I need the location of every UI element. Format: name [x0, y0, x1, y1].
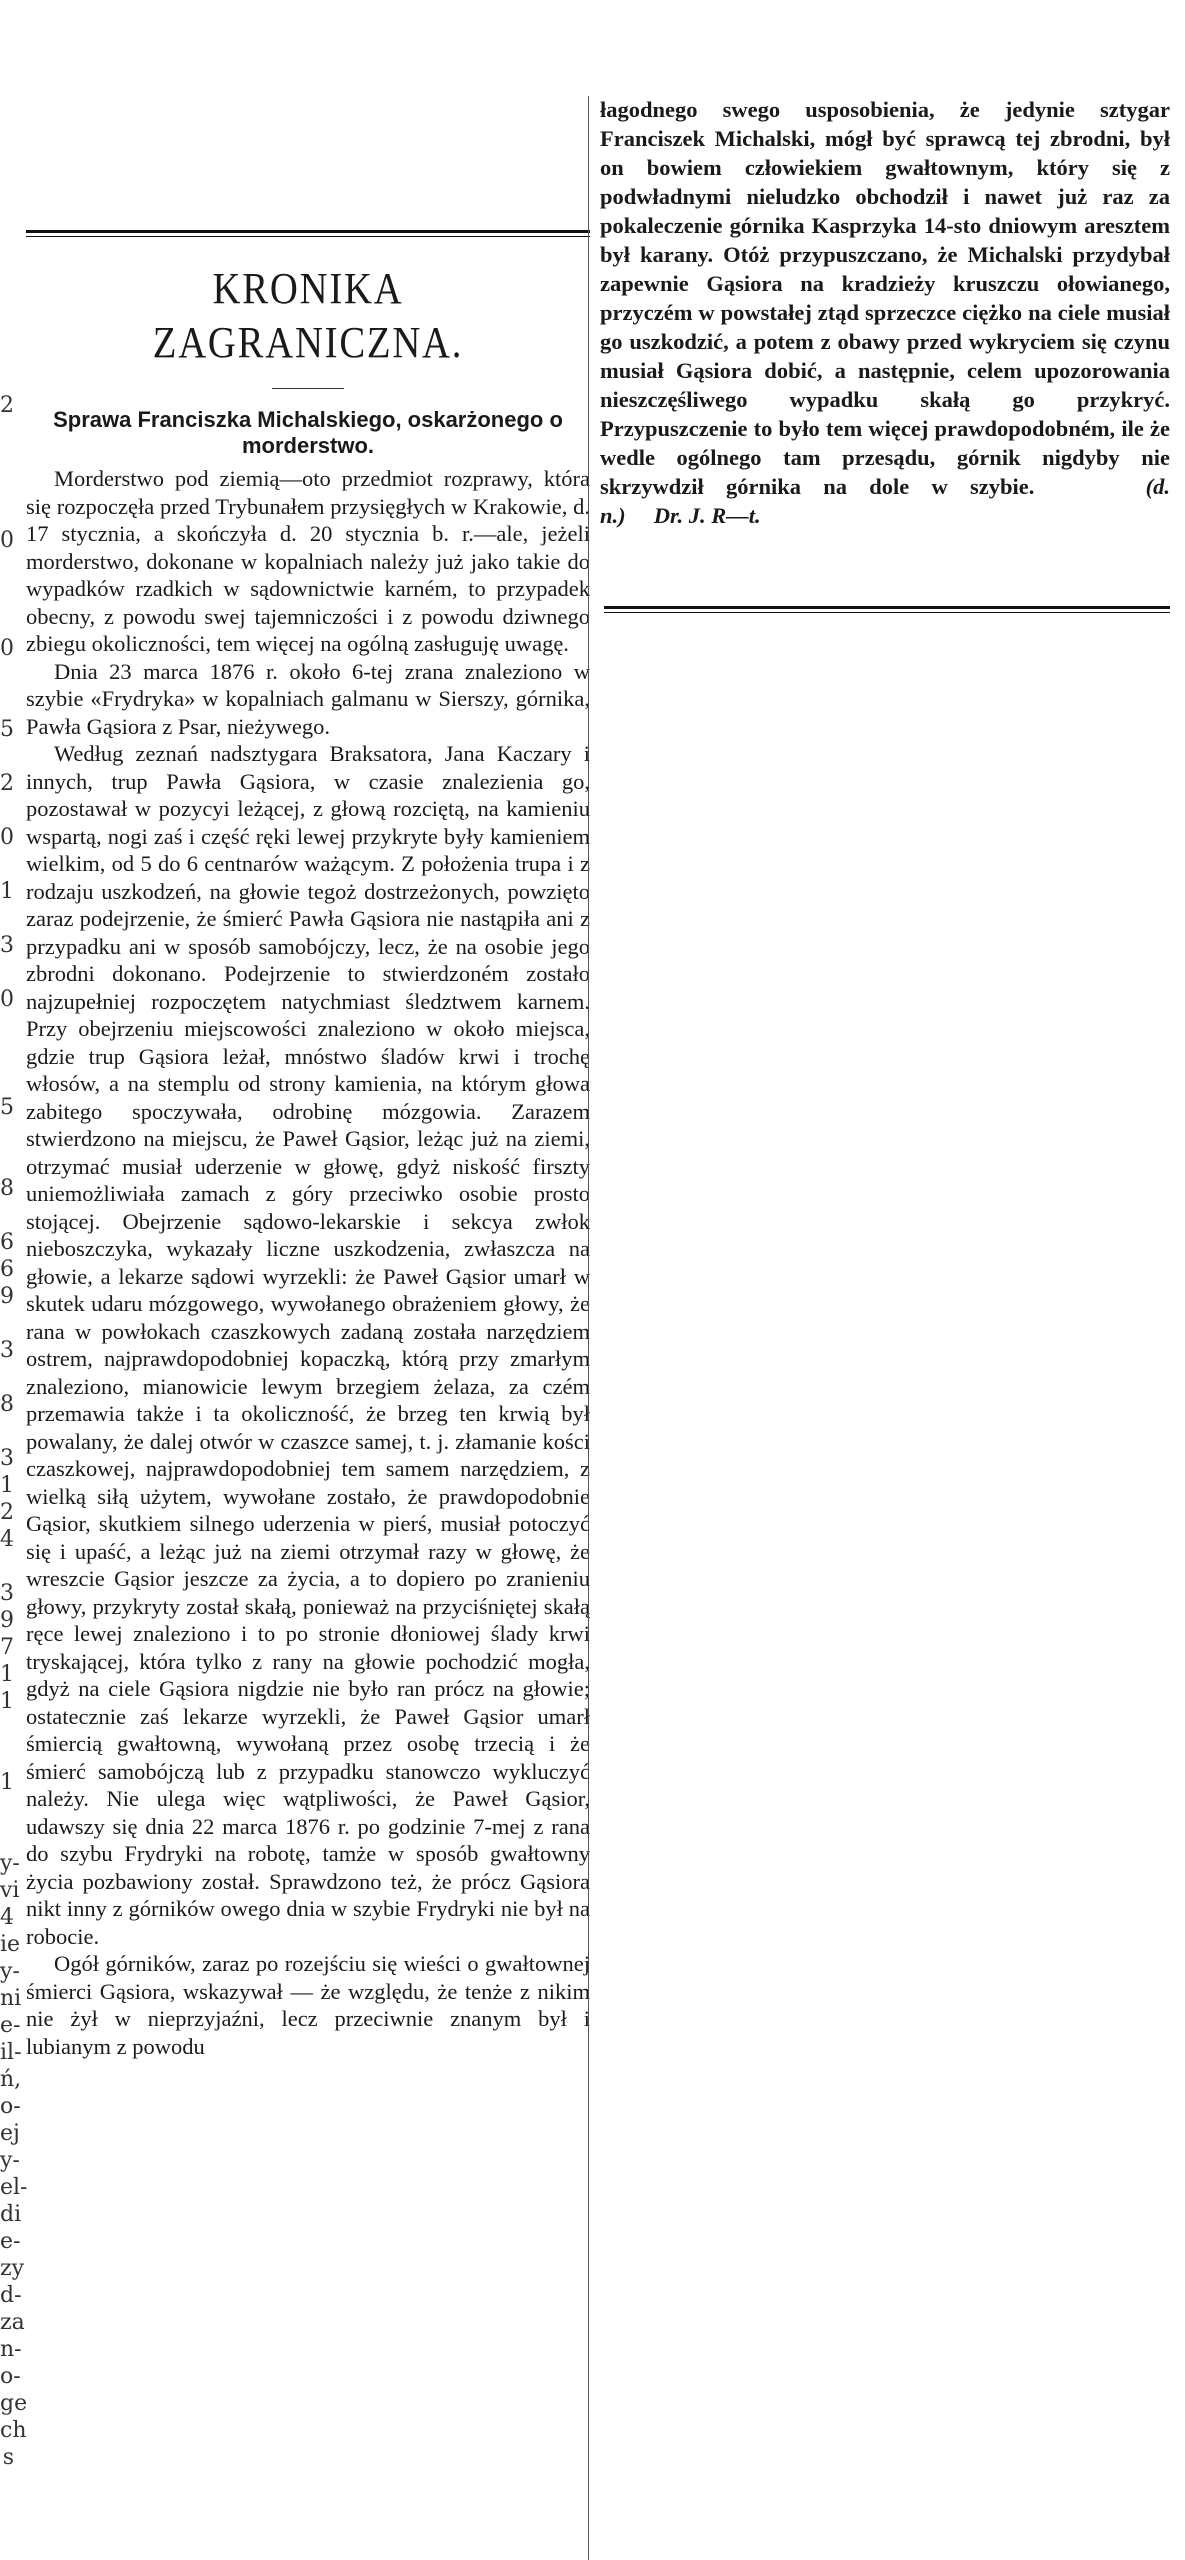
continuation-text: łagodnego swego usposobienia, że jedynie sztygar Franciszek Michalski, mógł być sprawcą tej zbrodni, był on bowiem człowiekiem gwałtownym, który się z podwładnymi nieludzko obchodził i nawet już raz za pokaleczenie górnika Kasprzyka 14-sto dniowym aresztem był karany. Otóż przypuszczano, że Michalski przydybał zapewnie Gąsiora na kradzieży kruszczu ołowianego, przyczém w powstałej ztąd sprzeczce ciężko na ciele musiał go uszkodzić, a potem z obawy przed wykryciem się czynu musiał Gąsiora dobić, a następnie, celem upozorowania nieszczęśliwego wypadku skałą go przykryć. Przypuszczenie to było tem więcej prawdopodobném, ile że wedle ogólnego tam przesądu, górnik nigdyby nie skrzywdził górnika na dole w szybie. — [600, 97, 1170, 499]
margin-fragment: 3 — [0, 1338, 14, 1363]
margin-fragment — [0, 1823, 14, 1850]
margin-fragment — [0, 419, 14, 446]
column-divider — [588, 96, 589, 2560]
margin-fragment: el- — [0, 2175, 28, 2200]
margin-fragment — [0, 1796, 14, 1823]
margin-fragment: n- — [0, 2337, 22, 2362]
margin-fragment: 2 — [0, 393, 14, 418]
margin-fragment — [0, 1202, 14, 1229]
margin-fragment — [0, 1067, 14, 1094]
margin-fragment — [0, 1310, 14, 1337]
margin-fragments — [0, 230, 28, 2560]
margin-fragment — [0, 851, 14, 878]
margin-fragment: 9 — [0, 1284, 14, 1309]
margin-fragment: y- — [0, 1851, 20, 1876]
margin-fragment: e- — [0, 2229, 21, 2254]
end-rule-thin — [604, 612, 1170, 613]
margin-fragment: 4 — [0, 1905, 14, 1930]
margin-fragment: 5 — [0, 717, 14, 742]
margin-fragment — [0, 1013, 14, 1040]
margin-fragment: za — [0, 2310, 25, 2335]
article-paragraph-3: Według zeznań nadsztygara Braksatora, Jana Kaczary i innych, trup Pawła Gąsiora, w czasie znalezienia go, pozostawał w pozycyi leżącej, z głową rozciętą, na kamieniu wspartą, nogi zaś i część ręki lewej przykryte były kamieniem wielkim, od 5 do 6 centnarów ważącym. Z położenia trupa i z rodzaju uszkodzeń, na głowie tegoż dostrzeżonych, powzięto zaraz podejrzenie, że śmierć Pawła Gąsiora nie nastąpiła ani z przypadku ani w sposób samobójczy, lecz, że na osobie jego zbrodni dokonano. Podejrzenie to stwierdzoném zostało najzupełniej rozpoczętem natychmiast śledztwem karnem. Przy obejrzeniu miejscowości znaleziono w około miejsca, gdzie trup Gąsiora leżał, mnóstwo śladów krwi i trochę włosów, a na stemplu od strony kamienia, na którym głowa zabitego spoczywała, odrobinę mózgowia. Zarazem stwierdzono na miejscu, że Paweł Gąsior, leżąc już na ziemi, otrzymać musiał uderzenie w głowę, gdyż niskość firszty uniemożliwiała zamach z góry przeciwko osobie prosto stojącej. Obejrzenie sądowo-lekarskie i sekcya zwłok nieboszczyka, wykazały liczne uszkodzenia, zwłaszcza na głowie, a lekarze sądowi wyrzekli: że Paweł Gąsior umarł w skutek udaru mózgowego, wywołanego obrażeniem głowy, że rana w powłokach czaszkowych zadaną została narzędziem ostrem, najprawdopodobniej kopaczką, którą przy zmarłym znaleziono, mianowicie lewym brzegiem żelaza, za czém przemawia także i ta okoliczność, że brzeg ten krwią był powalany, że dalej otwór w czaszce samej, t. j. złamanie kości czaszkowej, najprawdopodobniej tem samem narzędziem, z wielką siłą użytem, wywołane zostało, że prawdopodobnie Gąsior, skutkiem silnego uderzenia w pierś, musiał potoczyć się i upaść, a leżąc już na ziemi otrzymał razy w głowę, że wreszcie Gąsior jeszcze za życia, a to dopiero po zranieniu głowy, przykryty został skałą, ponieważ na przyciśniętej skałą ręce lewej znaleziono i to po stronie dłoniowej ślady krwi tryskającej, która tylko z rany na głowie pochodzić mogła, gdyż na ciele Gąsiora nigdzie nie było ran prócz na głowie; ostatecznie zaś lekarze wyrzekli, że Paweł Gąsior umarł śmiercią gwałtowną, wywołaną przez osobę trzecią i że śmierć samobójczą lub z przypadku stanowczo wykluczyć należy. Nie ulega więc wątpliwości, że Paweł Gąsior, udawszy się dnia 22 marca 1876 r. po godzinie 7-mej z rana do szybu Frydryki na robotę, tamże w sposób gwałtowny życia pozbawiony został. Sprawdzono też, że prócz Gąsiora nikt inny z górników owego dnia w szybie Frydryki nie był na robocie. — [26, 741, 590, 1949]
title-divider — [272, 388, 344, 389]
article-paragraph-2: Dnia 23 marca 1876 r. około 6-tej zrana znaleziono w szybie «Frydryka» w kopalniach galmanu w Sierszy, górnika, Pawła Gąsiora z Psar, nieżywego. — [26, 658, 590, 739]
article-title: Sprawa Franciszka Michalskiego, oskarżonego o morderstwo. — [53, 407, 563, 458]
article-paragraph-4: Ogół górników, zaraz po rozejściu się wieści o gwałtownej śmierci Gąsiora, wskazywał — że względu, że tenże z nikim nie żył w nieprzyjaźni, lecz przeciwnie znanym był i lubianym z powodu — [26, 1951, 590, 2059]
margin-fragment: 0 — [0, 636, 14, 661]
margin-fragment — [0, 230, 14, 257]
margin-fragment: ch — [0, 2418, 27, 2443]
margin-fragment: 6 — [0, 1257, 14, 1282]
left-column — [26, 242, 590, 2560]
margin-fragment: 8 — [0, 1176, 14, 1201]
margin-fragment: 8 — [0, 1392, 14, 1417]
margin-fragment: vi — [0, 1878, 20, 1903]
margin-fragment — [0, 1418, 14, 1445]
margin-fragment: o- — [0, 2364, 21, 2389]
margin-fragment — [0, 500, 14, 527]
source-note: (d. n.) — [600, 474, 1171, 528]
margin-fragment — [0, 959, 14, 986]
article-continuation — [600, 95, 1170, 530]
margin-fragment — [0, 1742, 14, 1769]
header-rule-thick — [26, 230, 590, 233]
margin-fragment: 2 — [0, 1500, 14, 1525]
margin-fragment: 1 — [0, 879, 14, 904]
margin-fragment — [0, 1364, 14, 1391]
margin-fragment — [0, 284, 14, 311]
right-column — [600, 95, 1170, 615]
margin-fragment — [0, 1148, 14, 1175]
margin-fragment — [0, 1121, 14, 1148]
margin-fragment: 2 — [0, 771, 14, 796]
margin-fragment: s — [2, 2445, 14, 2470]
margin-fragment — [0, 446, 14, 473]
margin-fragment — [0, 689, 14, 716]
margin-fragment: 3 — [0, 1581, 14, 1606]
margin-fragment — [0, 554, 14, 581]
margin-fragment — [0, 905, 14, 932]
margin-fragment — [0, 743, 14, 770]
margin-fragment: 1 — [0, 1689, 14, 1714]
margin-fragment: 0 — [0, 987, 14, 1012]
margin-fragment — [0, 608, 14, 635]
margin-fragment — [0, 473, 14, 500]
margin-fragment — [0, 1715, 14, 1742]
margin-fragment: 4 — [0, 1527, 14, 1552]
margin-fragment: y- — [0, 2148, 20, 2173]
margin-fragment: 9 — [0, 1608, 14, 1633]
margin-fragment — [0, 1553, 14, 1580]
margin-fragment — [0, 365, 14, 392]
margin-fragment: ni — [0, 1986, 22, 2011]
margin-fragment — [0, 257, 14, 284]
margin-fragment: ej — [0, 2121, 20, 2146]
margin-fragment: 1 — [0, 1770, 14, 1795]
margin-fragment: 1 — [0, 1662, 14, 1687]
margin-fragment: y- — [0, 1959, 20, 1984]
margin-fragment: o- — [0, 2094, 21, 2119]
article-paragraph-1: Morderstwo pod ziemią—oto przedmiot rozprawy, która się rozpoczęła przed Trybunałem przysięgłych w Krakowie, d. 17 stycznia, a skończyła d. 20 stycznia b. r.—ale, jeżeli morderstwo, dokonane w kopalniach należy już jako takie do wypadków rzadkich w sądownictwie karném, to przypadek obecny, z powodu swej tajemniczości i z powodu dziwnego zbiegu okoliczności, tem więcej na ogólną zasługuję uwagę. — [26, 466, 590, 656]
margin-fragment: ge — [0, 2391, 28, 2416]
margin-fragment: 5 — [0, 1095, 14, 1120]
margin-fragment: il- — [0, 2040, 22, 2065]
header-rule-thin — [26, 236, 590, 237]
end-rule-thick — [604, 606, 1170, 609]
margin-fragment: d- — [0, 2283, 22, 2308]
margin-fragment: ie — [0, 1932, 21, 1957]
margin-fragment: e- — [0, 2013, 21, 2038]
margin-fragment — [0, 581, 14, 608]
margin-fragment: 6 — [0, 1230, 14, 1255]
margin-fragment: zy — [0, 2256, 25, 2281]
section-masthead: KRONIKA ZAGRANICZNA. — [152, 264, 464, 367]
margin-fragment — [0, 311, 14, 338]
margin-fragment — [0, 662, 14, 689]
author-signature: Dr. J. R—t. — [653, 503, 761, 528]
margin-fragment: 0 — [0, 825, 14, 850]
margin-fragment: 7 — [0, 1635, 14, 1660]
margin-fragment: di — [0, 2202, 22, 2227]
margin-fragment — [0, 338, 14, 365]
margin-fragment: 1 — [0, 1473, 14, 1498]
margin-fragment: 0 — [0, 528, 14, 553]
margin-fragment — [0, 1040, 14, 1067]
margin-fragment: 3 — [0, 933, 14, 958]
margin-fragment: 3 — [0, 1446, 14, 1471]
margin-fragment — [0, 797, 14, 824]
margin-fragment: ń, — [0, 2067, 22, 2092]
